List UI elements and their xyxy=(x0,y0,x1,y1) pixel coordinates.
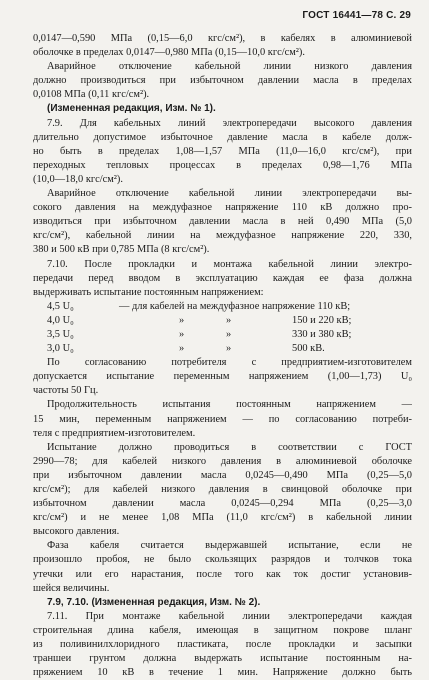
voltage-row xyxy=(33,314,412,328)
text-line: строительная длина кабеля, имеющая в защитном покрове шланг xyxy=(33,624,412,636)
voltage-list xyxy=(33,300,412,356)
text-line: шейся величины. xyxy=(33,582,110,594)
voltage-row-mult: 4,5 U₀ xyxy=(47,300,74,312)
text-line: Фаза кабеля считается выдержавшей испытание, если не xyxy=(47,540,412,552)
text-line: частоты 50 Гц. xyxy=(33,385,99,397)
voltage-row-text: » xyxy=(179,314,185,326)
text-line: 7.9, 7.10. (Измененная редакция, Изм. № 2). xyxy=(47,596,261,608)
voltage-row-mid: » xyxy=(226,343,232,355)
text-line: оболочке в пределах 0,0147—0,980 МПа (0,15—10,0 кгс/см²). xyxy=(33,47,305,59)
text-line: допускается испытание переменным напряжением (1,00—1,73) U₀ xyxy=(33,371,412,383)
text-line: траншеи грунтом должна выдержать испытание постоянным на- xyxy=(33,653,412,665)
text-line: переходных тепловых процессах в пределах 0,98—1,76 МПа xyxy=(33,159,412,171)
text-line: при избыточном давлении масла 0,0245—0,490 МПа (0,25—5,0 xyxy=(33,469,412,481)
voltage-row-val: 330 и 380 кВ; xyxy=(292,328,352,340)
voltage-row-mid: » xyxy=(226,314,232,326)
text-line: кгс/см²) и не менее 1,08 МПа (11,0 кгс/см²) в кабельной линии xyxy=(33,512,412,524)
text-line: но быть в пределах 1,08—1,57 МПа (11,0—16,0 кгс/см²), при xyxy=(33,145,412,157)
text-line: теля с предприятием-изготовителем. xyxy=(33,427,196,439)
text-line: выдерживать испытание постоянным напряжением: xyxy=(33,286,264,298)
text-line: 2990—78; для кабелей низкого давления в алюминиевой оболочке xyxy=(33,455,412,467)
text-line: должно производиться при избыточном давлении масла в пределах xyxy=(33,75,412,87)
document-body xyxy=(33,32,412,680)
text-line: длительно допустимое избыточное давление масла в кабеле долж- xyxy=(33,131,412,143)
text-line: кгс/см²), кабельной линии на междуфазное напряжение 220, 330, xyxy=(33,230,412,242)
text-line: изводиться при избыточном давлении масла в ней 0,490 МПа (5,0 xyxy=(33,216,412,228)
voltage-row xyxy=(33,328,412,342)
text-line: Испытание должно проводиться в соответствии с ГОСТ xyxy=(47,441,412,453)
text-line: (Измененная редакция, Изм. № 1). xyxy=(47,103,216,115)
voltage-row-text: — для кабелей на междуфазное напряжение 110 кВ; xyxy=(119,300,351,312)
voltage-row xyxy=(33,342,412,356)
text-line: 380 и 500 кВ при 0,785 МПа (8 кгс/см²). xyxy=(33,244,210,256)
voltage-row-mult: 4,0 U₀ xyxy=(47,314,74,326)
voltage-row-mult: 3,5 U₀ xyxy=(47,328,74,340)
voltage-row-mid: » xyxy=(226,328,232,340)
text-line: передачи перед вводом в эксплуатацию каждая ее фаза должна xyxy=(33,272,412,284)
text-line: произошло пробоя, не было скользящих разрядов и толчков тока xyxy=(33,554,412,566)
text-line: 7.11. При монтаже кабельной линии электропередачи каждая xyxy=(47,610,412,622)
page-header: ГОСТ 16441—78 С. 29 xyxy=(302,10,411,21)
text-line: избыточном давлении масла 0,0245—0,294 МПа (0,25—3,0 xyxy=(33,498,412,510)
voltage-row-text: » xyxy=(179,343,185,355)
text-line: пряжением 10 кВ в течение 1 мин. Напряжение должно быть xyxy=(33,667,412,679)
voltage-row-val: 500 кВ. xyxy=(292,343,325,355)
text-line: 0,0147—0,590 МПа (0,15—6,0 кгс/см²), в кабелях в алюминиевой xyxy=(33,33,412,44)
text-line: из поливинилхлоридного пластиката, после прокладки и засыпки xyxy=(33,639,412,651)
text-line: По согласованию потребителя с предприятием-изготовителем xyxy=(47,357,412,369)
voltage-row-mult: 3,0 U₀ xyxy=(47,343,74,355)
voltage-row xyxy=(33,300,412,314)
voltage-row-val: 150 и 220 кВ; xyxy=(292,314,352,326)
text-line: Продолжительность испытания постоянным напряжением — xyxy=(47,399,412,411)
text-line: (10,0—18,0 кгс/см²). xyxy=(33,173,123,185)
text-line: кгс/см²); для кабелей низкого давления в свинцовой оболочке при xyxy=(33,484,412,495)
text-block-1 xyxy=(33,32,412,300)
text-block-2 xyxy=(33,356,412,680)
text-line: 7.10. После прокладки и монтажа кабельной линии электро- xyxy=(47,258,412,270)
text-line: 0,0108 МПа (0,11 кгс/см²). xyxy=(33,89,150,101)
text-line: 15 мин, переменным напряжением — по согласованию потреби- xyxy=(33,413,412,425)
voltage-row-text: » xyxy=(179,328,185,340)
text-line: сокого давления на междуфазное напряжение 110 кВ должно про- xyxy=(33,202,412,214)
text-line: Аварийное отключение кабельной линии электропередачи вы- xyxy=(47,188,412,200)
text-line: высокого давления. xyxy=(33,526,120,538)
text-line: утечки или его нарастания, после того как ток достиг установив- xyxy=(33,568,412,580)
text-line: 7.9. Для кабельных линий электропередачи высокого давления xyxy=(47,117,412,129)
text-line: Аварийное отключение кабельной линии низкого давления xyxy=(47,61,412,73)
